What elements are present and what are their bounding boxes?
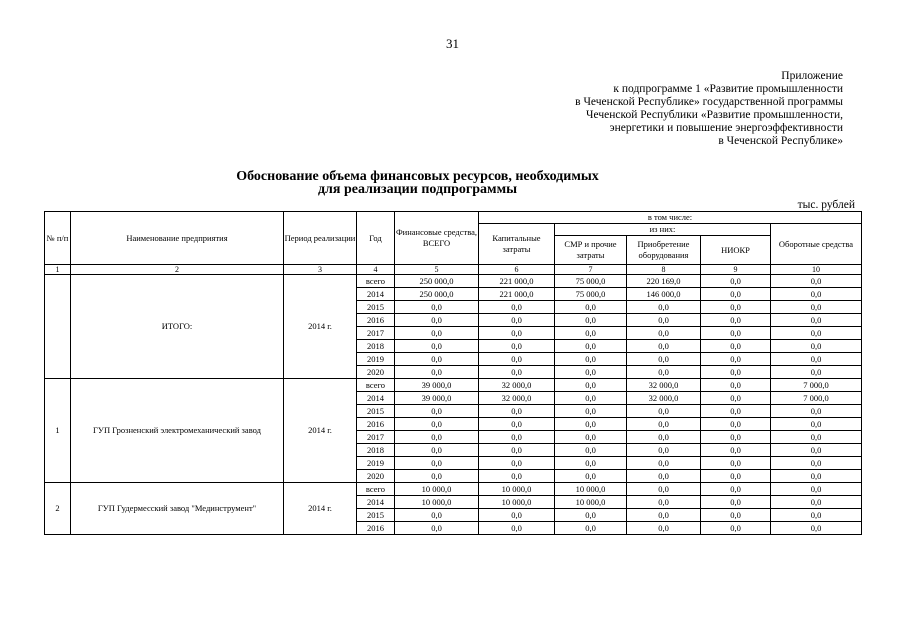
year-cell: 2014: [357, 392, 395, 405]
value-cell: 0,0: [701, 496, 771, 509]
value-cell: 0,0: [771, 444, 862, 457]
page-number: 31: [446, 36, 459, 51]
title-line-1: Обоснование объема финансовых ресурсов, необходимых: [236, 169, 599, 184]
header-total: Финансовые средства, ВСЕГО: [395, 212, 479, 265]
column-number: 10: [771, 265, 862, 275]
units-label: тыс. рублей: [797, 199, 855, 211]
value-cell: 0,0: [479, 314, 555, 327]
value-cell: 0,0: [771, 366, 862, 379]
value-cell: 221 000,0: [479, 288, 555, 301]
value-cell: 221 000,0: [479, 275, 555, 288]
value-cell: 250 000,0: [395, 288, 479, 301]
value-cell: 10 000,0: [555, 496, 627, 509]
year-cell: 2016: [357, 314, 395, 327]
value-cell: 0,0: [627, 418, 701, 431]
column-number-row: [45, 265, 862, 275]
value-cell: 0,0: [395, 301, 479, 314]
value-cell: 0,0: [701, 470, 771, 483]
appendix-note: [575, 70, 843, 148]
header-year: Год: [357, 212, 395, 265]
value-cell: 0,0: [555, 301, 627, 314]
column-number: 4: [357, 265, 395, 275]
value-cell: 0,0: [771, 509, 862, 522]
value-cell: 0,0: [555, 418, 627, 431]
value-cell: 10 000,0: [395, 496, 479, 509]
value-cell: 0,0: [771, 314, 862, 327]
year-cell: всего: [357, 275, 395, 288]
value-cell: 0,0: [479, 457, 555, 470]
value-cell: 0,0: [479, 444, 555, 457]
value-cell: 0,0: [701, 522, 771, 535]
value-cell: 0,0: [771, 288, 862, 301]
value-cell: 0,0: [771, 470, 862, 483]
table-row: [45, 275, 862, 288]
table-row: [45, 483, 862, 496]
value-cell: 0,0: [701, 288, 771, 301]
value-cell: 0,0: [395, 418, 479, 431]
value-cell: 0,0: [627, 444, 701, 457]
table-row: [45, 379, 862, 392]
row-number: 2: [45, 483, 71, 535]
value-cell: 7 000,0: [771, 379, 862, 392]
value-cell: 0,0: [771, 522, 862, 535]
year-cell: 2015: [357, 405, 395, 418]
value-cell: 75 000,0: [555, 275, 627, 288]
value-cell: 0,0: [395, 405, 479, 418]
value-cell: 220 169,0: [627, 275, 701, 288]
value-cell: 0,0: [555, 366, 627, 379]
value-cell: 0,0: [627, 301, 701, 314]
value-cell: 0,0: [701, 314, 771, 327]
value-cell: 0,0: [555, 470, 627, 483]
value-cell: 0,0: [627, 327, 701, 340]
year-cell: 2018: [357, 340, 395, 353]
value-cell: 0,0: [555, 327, 627, 340]
enterprise-name: ИТОГО:: [71, 275, 284, 379]
value-cell: 0,0: [395, 353, 479, 366]
year-cell: 2019: [357, 457, 395, 470]
year-cell: 2015: [357, 509, 395, 522]
value-cell: 0,0: [701, 431, 771, 444]
value-cell: 10 000,0: [479, 496, 555, 509]
header-smr: СМР и прочие затраты: [555, 236, 627, 265]
value-cell: 32 000,0: [479, 379, 555, 392]
value-cell: 0,0: [771, 301, 862, 314]
header-of-them: из них:: [555, 224, 771, 236]
value-cell: 0,0: [395, 444, 479, 457]
value-cell: 0,0: [395, 431, 479, 444]
enterprise-name: ГУП Грозненский электромеханический завод: [71, 379, 284, 483]
value-cell: 0,0: [555, 405, 627, 418]
value-cell: 0,0: [701, 353, 771, 366]
year-cell: 2020: [357, 470, 395, 483]
value-cell: 0,0: [771, 457, 862, 470]
title-line-2: для реализации подпрограммы: [317, 182, 518, 197]
value-cell: 0,0: [479, 405, 555, 418]
value-cell: 0,0: [555, 444, 627, 457]
value-cell: 0,0: [771, 275, 862, 288]
header-including: в том числе:: [479, 212, 862, 224]
year-cell: всего: [357, 483, 395, 496]
value-cell: 0,0: [627, 509, 701, 522]
year-cell: 2014: [357, 288, 395, 301]
value-cell: 0,0: [701, 457, 771, 470]
column-number: 3: [284, 265, 357, 275]
value-cell: 146 000,0: [627, 288, 701, 301]
value-cell: 250 000,0: [395, 275, 479, 288]
value-cell: 0,0: [395, 314, 479, 327]
value-cell: 0,0: [395, 366, 479, 379]
column-number: 8: [627, 265, 701, 275]
column-number: 7: [555, 265, 627, 275]
value-cell: 0,0: [627, 496, 701, 509]
value-cell: 0,0: [627, 483, 701, 496]
value-cell: 0,0: [701, 275, 771, 288]
value-cell: 39 000,0: [395, 379, 479, 392]
value-cell: 0,0: [479, 340, 555, 353]
value-cell: 0,0: [701, 405, 771, 418]
value-cell: 0,0: [771, 431, 862, 444]
value-cell: 0,0: [771, 496, 862, 509]
value-cell: 0,0: [627, 314, 701, 327]
implementation-period: 2014 г.: [284, 275, 357, 379]
value-cell: 0,0: [395, 470, 479, 483]
year-cell: 2016: [357, 522, 395, 535]
value-cell: 0,0: [771, 327, 862, 340]
value-cell: 0,0: [479, 327, 555, 340]
value-cell: 0,0: [627, 522, 701, 535]
year-cell: 2020: [357, 366, 395, 379]
value-cell: 0,0: [701, 379, 771, 392]
value-cell: 0,0: [555, 392, 627, 405]
value-cell: 0,0: [701, 366, 771, 379]
header-niokr: НИОКР: [701, 236, 771, 265]
year-cell: 2015: [357, 301, 395, 314]
value-cell: 0,0: [479, 366, 555, 379]
year-cell: 2016: [357, 418, 395, 431]
table-body: [45, 275, 862, 535]
value-cell: 0,0: [555, 522, 627, 535]
value-cell: 0,0: [771, 353, 862, 366]
value-cell: 0,0: [555, 353, 627, 366]
value-cell: 32 000,0: [479, 392, 555, 405]
header-num: № п/п: [45, 212, 71, 265]
value-cell: 0,0: [555, 314, 627, 327]
value-cell: 0,0: [701, 392, 771, 405]
column-number: 9: [701, 265, 771, 275]
value-cell: 0,0: [395, 457, 479, 470]
year-cell: 2017: [357, 327, 395, 340]
value-cell: 0,0: [555, 431, 627, 444]
value-cell: 0,0: [627, 353, 701, 366]
value-cell: 0,0: [479, 470, 555, 483]
financial-table: [44, 211, 862, 535]
value-cell: 0,0: [479, 353, 555, 366]
value-cell: 0,0: [771, 340, 862, 353]
value-cell: 0,0: [701, 301, 771, 314]
value-cell: 0,0: [771, 405, 862, 418]
year-cell: 2017: [357, 431, 395, 444]
column-number: 5: [395, 265, 479, 275]
value-cell: 0,0: [627, 340, 701, 353]
year-cell: 2014: [357, 496, 395, 509]
appendix-line: Чеченской Республики «Развитие промышленности,: [586, 109, 843, 121]
value-cell: 0,0: [395, 522, 479, 535]
value-cell: 0,0: [701, 509, 771, 522]
value-cell: 0,0: [479, 509, 555, 522]
value-cell: 0,0: [627, 431, 701, 444]
value-cell: 0,0: [555, 379, 627, 392]
value-cell: 0,0: [395, 509, 479, 522]
appendix-line: в Чеченской Республике» государственной программы: [575, 96, 843, 108]
value-cell: 0,0: [701, 327, 771, 340]
value-cell: 0,0: [395, 327, 479, 340]
value-cell: 0,0: [701, 483, 771, 496]
value-cell: 39 000,0: [395, 392, 479, 405]
header-capital: Капитальные затраты: [479, 224, 555, 265]
value-cell: 0,0: [627, 457, 701, 470]
value-cell: 32 000,0: [627, 379, 701, 392]
appendix-line: энергетики и повышение энергоэффективности: [609, 122, 843, 134]
appendix-line: к подпрограмме 1 «Развитие промышленности: [613, 83, 843, 95]
value-cell: 0,0: [701, 418, 771, 431]
header-name: Наименование предприятия: [71, 212, 284, 265]
appendix-line: Приложение: [781, 70, 843, 82]
implementation-period: 2014 г.: [284, 483, 357, 535]
value-cell: 0,0: [479, 431, 555, 444]
value-cell: 0,0: [479, 522, 555, 535]
value-cell: 10 000,0: [395, 483, 479, 496]
value-cell: 0,0: [627, 405, 701, 418]
year-cell: всего: [357, 379, 395, 392]
value-cell: 0,0: [555, 340, 627, 353]
value-cell: 0,0: [701, 444, 771, 457]
column-number: 2: [71, 265, 284, 275]
value-cell: 0,0: [479, 418, 555, 431]
implementation-period: 2014 г.: [284, 379, 357, 483]
column-number: 6: [479, 265, 555, 275]
value-cell: 0,0: [479, 301, 555, 314]
value-cell: 10 000,0: [555, 483, 627, 496]
value-cell: 0,0: [395, 340, 479, 353]
value-cell: 0,0: [771, 418, 862, 431]
value-cell: 0,0: [555, 509, 627, 522]
value-cell: 75 000,0: [555, 288, 627, 301]
value-cell: 0,0: [627, 366, 701, 379]
header-working: Оборотные средства: [771, 224, 862, 265]
value-cell: 10 000,0: [479, 483, 555, 496]
year-cell: 2018: [357, 444, 395, 457]
value-cell: 0,0: [701, 340, 771, 353]
column-number: 1: [45, 265, 71, 275]
header-equipment: Приобретение оборудования: [627, 236, 701, 265]
value-cell: 7 000,0: [771, 392, 862, 405]
value-cell: 0,0: [771, 483, 862, 496]
appendix-line: в Чеченской Республике»: [718, 135, 843, 147]
row-number: 1: [45, 379, 71, 483]
row-number: [45, 275, 71, 379]
value-cell: 0,0: [627, 470, 701, 483]
year-cell: 2019: [357, 353, 395, 366]
value-cell: 32 000,0: [627, 392, 701, 405]
value-cell: 0,0: [555, 457, 627, 470]
enterprise-name: ГУП Гудермесский завод "Мединструмент": [71, 483, 284, 535]
document-title: [0, 170, 905, 196]
header-period: Период реализации: [284, 212, 357, 265]
